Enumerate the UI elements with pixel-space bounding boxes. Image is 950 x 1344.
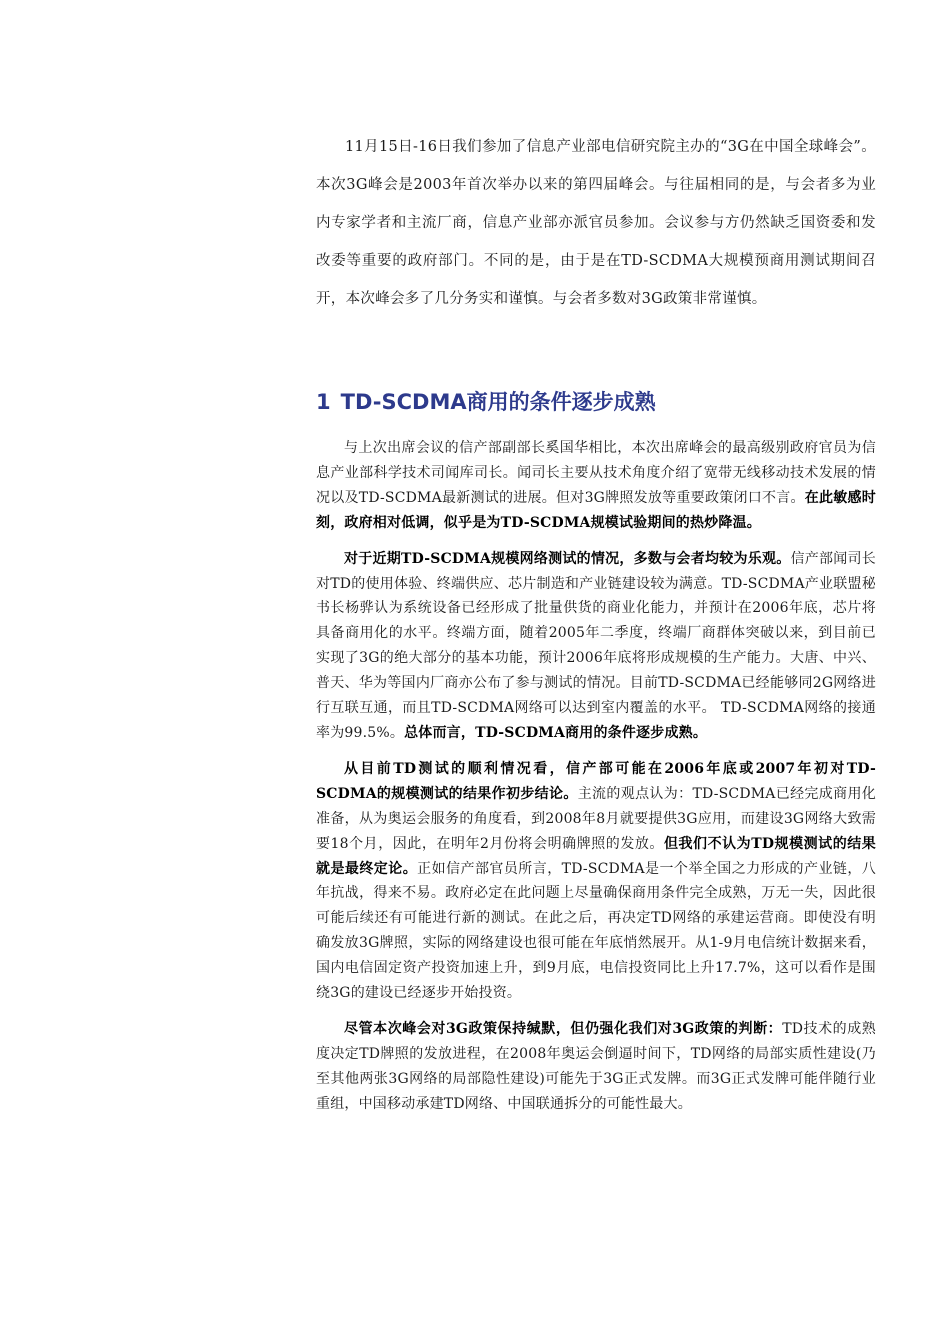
paragraph-3-emphasis: 但我们不认为TD规模测试的结果就是最终定论。: [316, 835, 876, 877]
intro-paragraph: 11月15日-16日我们参加了信息产业部电信研究院主办的“3G在中国全球峰会”。本次3G峰会是2003年首次举办以来的第四届峰会。与往届相同的是，与会者多为业内专家学者和主流厂商，信息产业部亦派官员参加。会议参与方仍然缺乏国资委和发改委等重要的政府部门。不同的是，由于是在TD-SCDMA大规模预商用测试期间召开，本次峰会多了几分务实和谨慎。与会者多数对3G政策非常谨慎。: [316, 139, 876, 307]
body-paragraph-4: [316, 1017, 876, 1117]
paragraph-1-text: 与上次出席会议的信产部副部长奚国华相比，本次出席峰会的最高级别政府官员为信息产业部科学技术司闻库司长。闻司长主要从技术角度介绍了宽带无线移动技术发展的情况以及TD-SCDMA最新测试的进展。但对3G牌照发放等重要政策闭口不言。: [316, 440, 876, 506]
body-paragraph-3: [316, 757, 876, 1006]
body-paragraph-2: [316, 547, 876, 746]
paragraph-3-tail: 正如信产部官员所言，TD-SCDMA是一个举全国之力形成的产业链，八年抗战，得来不易。政府必定在此问题上尽量确保商用条件完全成熟，万无一失，因此很可能后续还有可能进行新的测试。在此之后，再决定TD网络的承建运营商。即使没有明确发放3G牌照，实际的网络建设也很可能在年底悄然展开。从1-9月电信统计数据来看，国内电信固定资产投资加速上升，到9月底，电信投资同比上升17.7%，这可以看作是围绕3G的建设已经逐步开始投资。: [316, 860, 876, 1002]
paragraph-3-text: 主流的观点认为：TD-SCDMA已经完成商用化准备，从为奥运会服务的角度看，到2008年8月就要提供3G应用，而建设3G网络大致需要18个月，因此，在明年2月份将会明确牌照的发放。: [316, 785, 876, 852]
section-number: 1: [316, 390, 331, 414]
section-title: TD-SCDMA商用的条件逐步成熟: [340, 390, 656, 414]
paragraph-2-text: 信产部闻司长对TD的使用体验、终端供应、芯片制造和产业链建设较为满意。TD-SCDMA产业联盟秘书长杨骅认为系统设备已经形成了批量供货的商业化能力，并预计在2006年底，芯片将具备商用化的水平。终端方面，随着2005年二季度，终端厂商群体突破以来，到目前已实现了3G的绝大部分的基本功能，预计2006年底将形成规模的生产能力。大唐、中兴、普天、华为等国内厂商亦公布了参与测试的情况。目前TD-SCDMA已经能够同2G网络进行互联互通，而且TD-SCDMA网络可以达到室内覆盖的水平。 TD-SCDMA网络的接通率为99.5%。: [316, 550, 877, 741]
paragraph-1-emphasis: 在此敏感时刻，政府相对低调，似乎是为TD-SCDMA规模试验期间的热炒降温。: [316, 489, 877, 531]
section-heading: [316, 386, 876, 418]
paragraph-2-lead: 对于近期TD-SCDMA规模网络测试的情况，多数与会者均较为乐观。: [344, 550, 791, 567]
paragraph-2-emphasis: 总体而言，TD-SCDMA商用的条件逐步成熟。: [404, 724, 708, 741]
paragraph-4-text: TD技术的成熟度决定TD牌照的发放进程，在2008年奥运会倒逼时间下，TD网络的局部实质性建设(乃至其他两张3G网络的局部隐性建设)可能先于3G正式发牌。而3G正式发牌可能伴随行业重组，中国移动承建TD网络、中国联通拆分的可能性最大。: [316, 1020, 876, 1112]
paragraph-4-lead: 尽管本次峰会对3G政策保持缄默，但仍强化我们对3G政策的判断：: [344, 1020, 783, 1037]
paragraph-3-lead: 从目前TD测试的顺利情况看，信产部可能在2006年底或2007年初对TD-SCDMA的规模测试的结果作初步结论。: [316, 760, 876, 802]
body-paragraph-1: [316, 436, 876, 536]
section-body: [316, 436, 876, 1128]
